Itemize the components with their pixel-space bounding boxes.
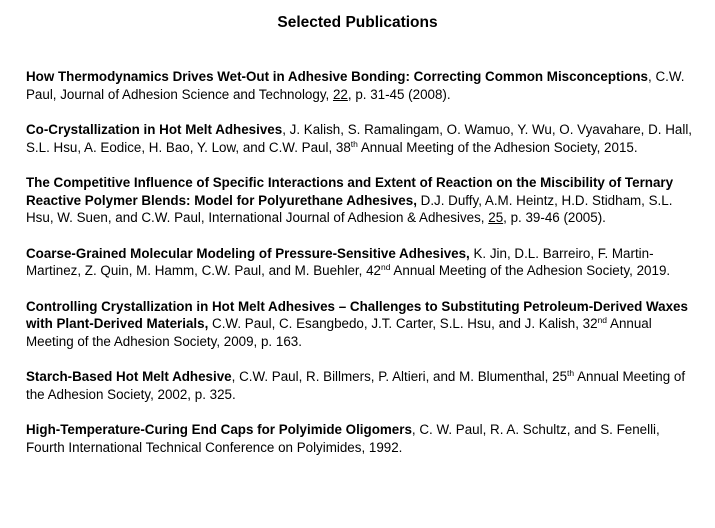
ordinal-suffix: th [350,138,358,149]
ordinal-suffix: nd [597,315,608,325]
publication-citation-end: , p. 31-45 (2008). [347,86,451,102]
publication-title: How Thermodynamics Drives Wet-Out in Adhesive Bonding: Correcting Common Misconceptions [26,69,648,84]
publication-item [26,174,698,227]
publication-title: Coarse-Grained Molecular Modeling of Pressure-Sensitive Adhesives, [26,245,470,261]
publication-citation-end: Annual Meeting of the Adhesion Society, 2009, p. 163. [26,316,652,349]
publication-citation: , J. Kalish, S. Ramalingam, O. Wamuo, Y. Wu, O. Vyavahare, D. Hall, S.L. Hsu, A. Eodice, H. Bao, Y. Low, and C.W. Paul, 38 [26,122,693,155]
publication-volume: 22 [332,86,348,102]
publication-item [26,298,698,351]
publication-citation-end: Annual Meeting of the Adhesion Society, 2002, p. 325. [26,369,686,402]
publication-item [26,421,698,456]
publication-item [26,68,698,103]
publication-citation: , C.W. Paul, R. Billmers, P. Altieri, and M. Blumenthal, 25 [231,369,568,384]
publication-citation-end: Annual Meeting of the Adhesion Society, 2019. [390,263,671,278]
publication-item [26,368,698,403]
publication-item [26,245,698,280]
publication-item [26,121,698,156]
publication-title: High-Temperature-Curing End Caps for Polyimide Oligomers [26,422,412,437]
publication-citation: , C. W. Paul, R. A. Schultz, and S. Fenelli, Fourth International Technical Conference on Polyimides, 1992. [26,422,660,455]
publication-list [26,68,698,474]
publication-title: Co-Crystallization in Hot Melt Adhesives [26,122,283,137]
publication-title: The Competitive Influence of Specific Interactions and Extent of Reaction on the Miscibility of Ternary Reactive Polymer Blends: Model for Polyurethane Adhesives, [26,175,674,208]
publication-citation-end: , p. 39-46 (2005). [503,210,606,225]
publication-title: Starch-Based Hot Melt Adhesive [26,369,232,384]
page-title: Selected Publications [277,14,438,31]
publication-citation: C.W. Paul, C. Esangbedo, J.T. Carter, S.L. Hsu, and J. Kalish, 32 [208,316,598,331]
publication-volume: 25 [488,210,504,225]
publication-citation: K. Jin, D.L. Barreiro, F. Martin-Martinez, Z. Quin, M. Hamm, C.W. Paul, and M. Buehler, 42 [26,245,654,278]
ordinal-suffix: nd [380,262,391,272]
publication-title: Controlling Crystallization in Hot Melt Adhesives – Challenges to Substituting Petroleum-Derived Waxes with Plant-Derived Materials, [26,298,688,331]
publication-citation-end: Annual Meeting of the Adhesion Society, 2015. [357,139,638,155]
publication-citation: , C.W. Paul, Journal of Adhesion Science and Technology, [26,69,685,102]
publication-citation: D.J. Duffy, A.M. Heintz, H.D. Stidham, S.L. Hsu, W. Suen, and C.W. Paul, International Journal of Adhesion & Adhesives, [26,192,673,225]
ordinal-suffix: th [567,368,575,378]
